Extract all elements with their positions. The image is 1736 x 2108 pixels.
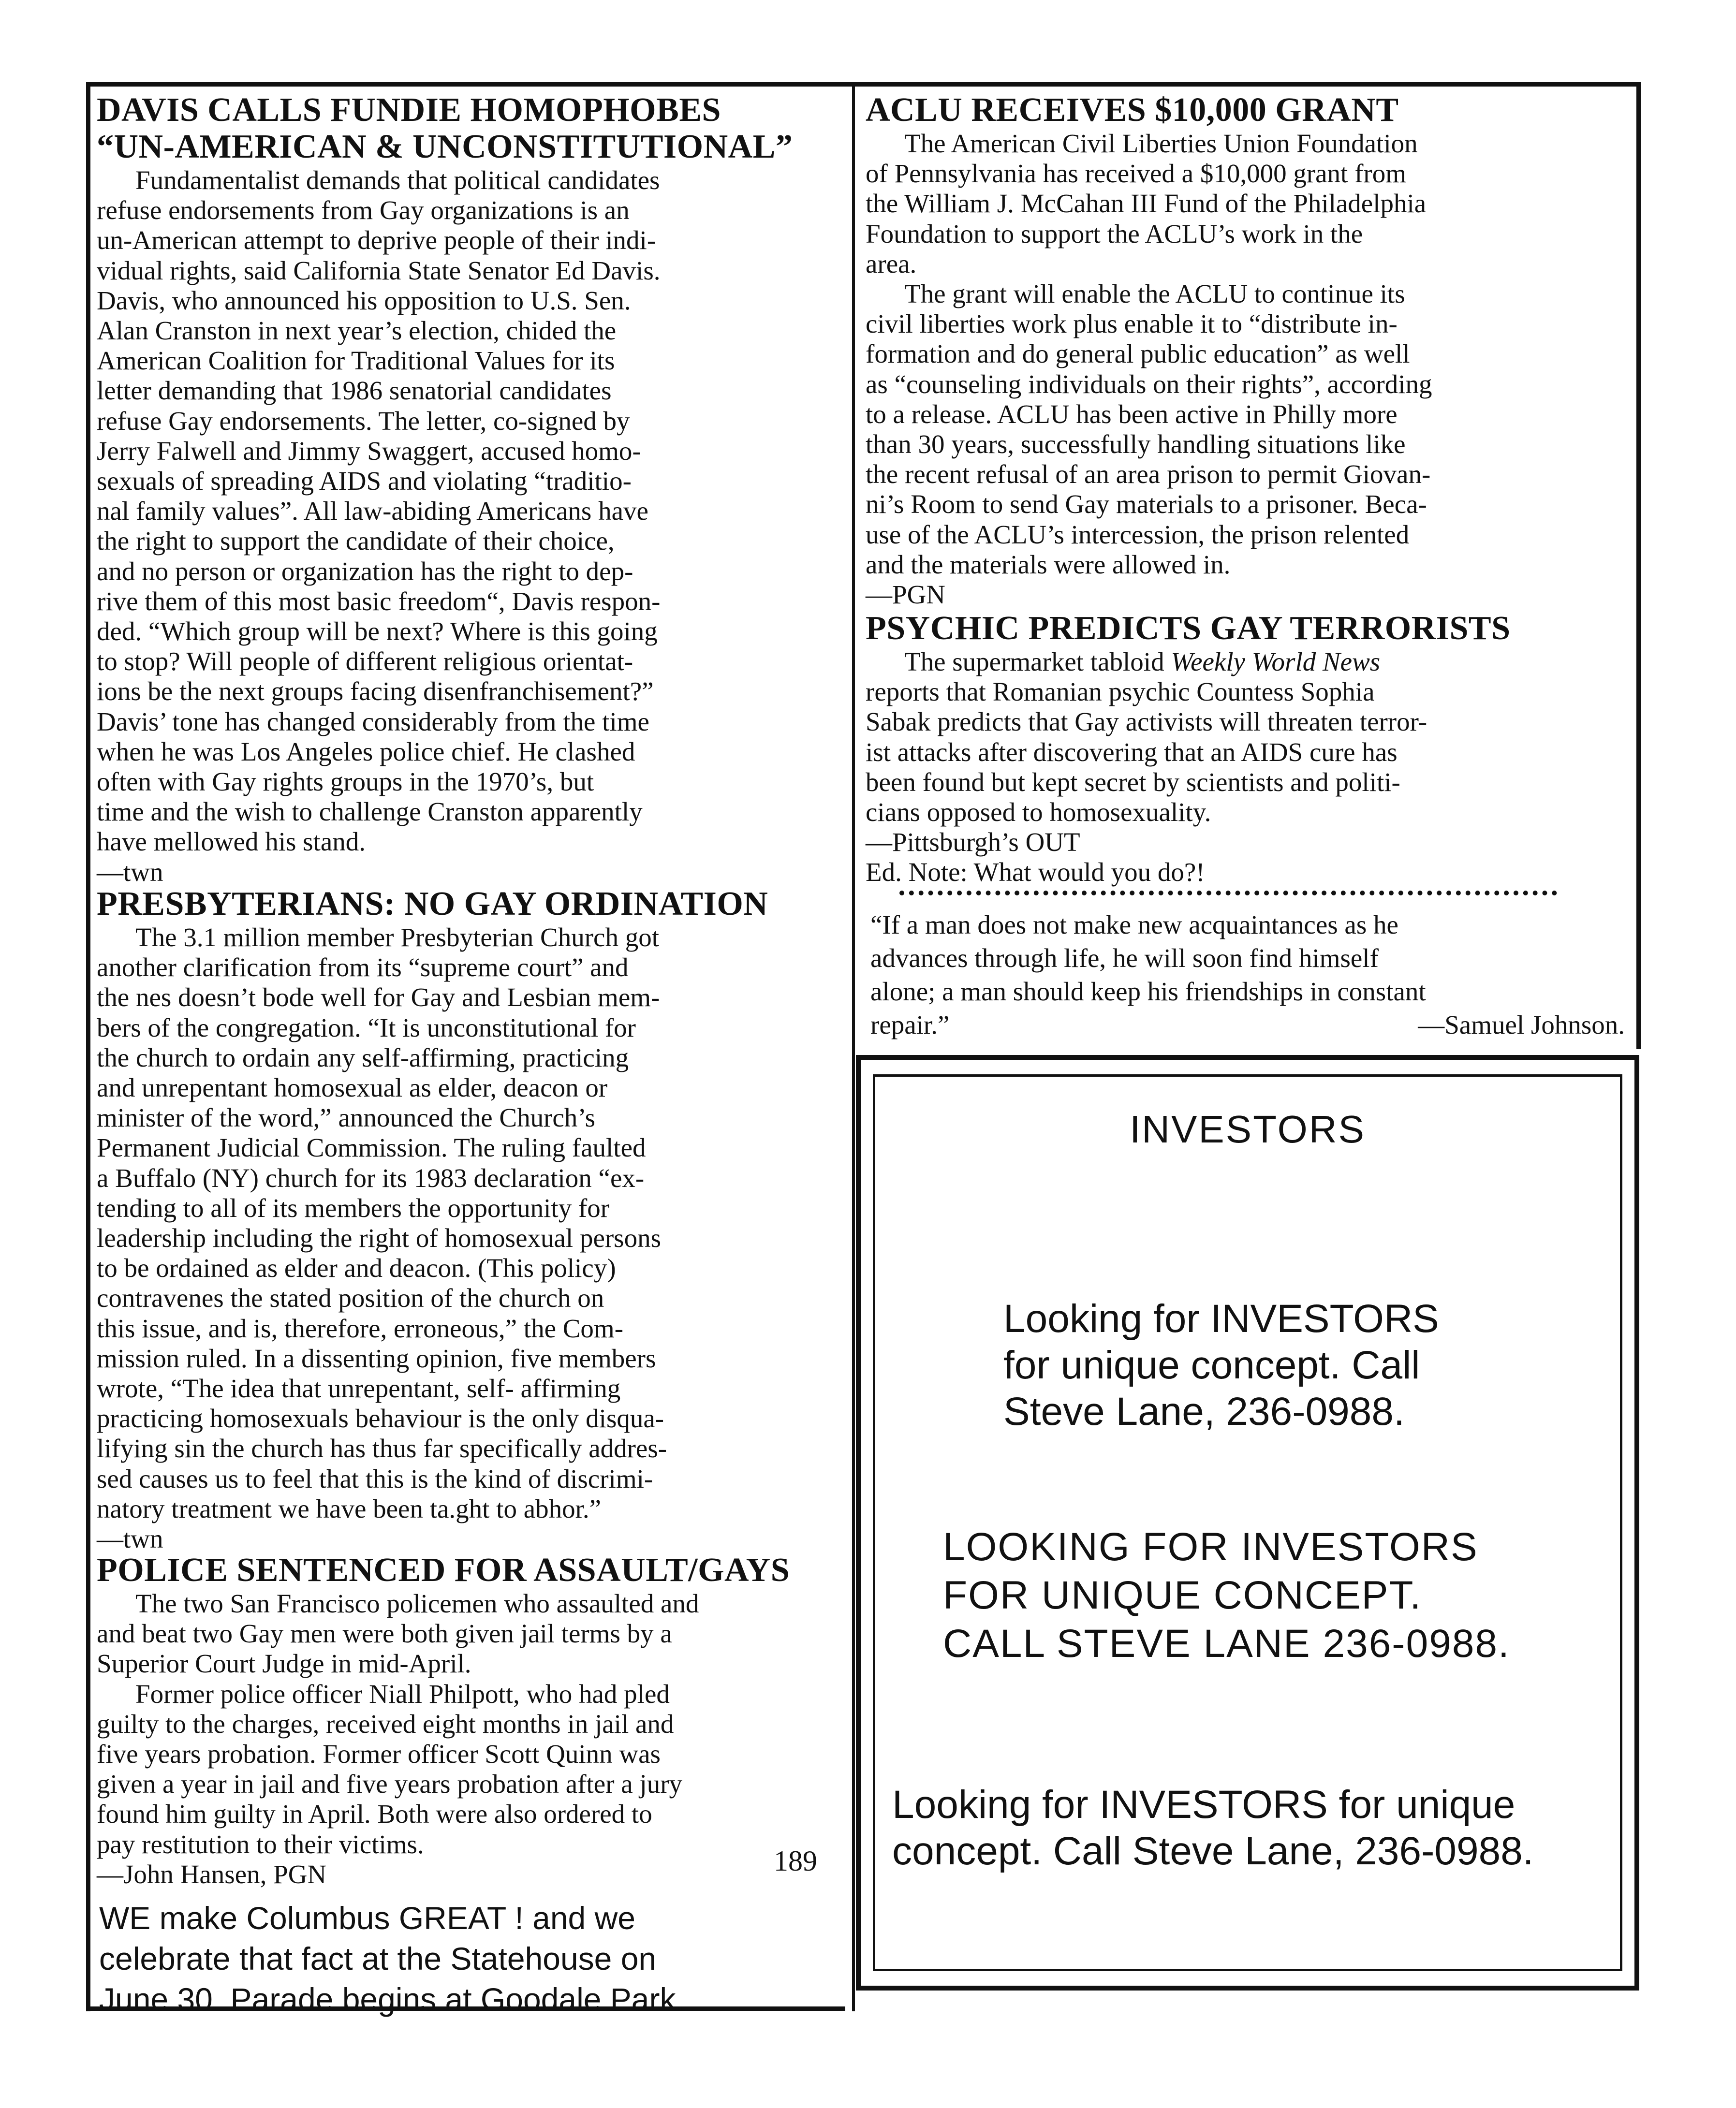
text-line: The American Civil Liberties Union Foundation [904, 129, 1418, 158]
text-line: found him guilty in April. Both were also ordered to [97, 1799, 652, 1829]
article-body [97, 922, 851, 1524]
text-line: FOR UNIQUE CONCEPT. [943, 1573, 1422, 1617]
article-davis [97, 92, 851, 887]
announcement-text [99, 1898, 685, 2020]
text-line: tending to all of its members the opportunity for [97, 1193, 610, 1223]
text-line: and beat two Gay men were both given jail terms by a [97, 1619, 672, 1649]
article-first-line [866, 647, 1634, 677]
text-line: Permanent Judicial Commission. The ruling faulted [97, 1133, 646, 1163]
text-line: The grant will enable the ACLU to continue its [904, 279, 1405, 309]
page-number: 189 [774, 1845, 817, 1877]
text-line: use of the ACLU’s intercession, the prison relented [866, 519, 1410, 549]
signoff: —John Hansen, PGN [97, 1859, 327, 1889]
text-line: time and the wish to challenge Cranston apparently [97, 797, 643, 827]
text-line: nal family values”. All law-abiding Americans have [97, 496, 648, 526]
text-line: ded. “Which group will be next? Where is this going [97, 616, 658, 646]
text-line: Davis’ tone has changed considerably from the time [97, 706, 649, 736]
text-line: June 30. Parade begins at Goodale Park. [99, 1981, 685, 2017]
text-line: American Coalition for Traditional Values for its [97, 346, 615, 376]
investors-ad-block-3 [892, 1782, 1534, 1874]
text-line: Foundation to support the ACLU’s work in the [866, 219, 1363, 249]
headline-line: ACLU RECEIVES $10,000 GRANT [866, 91, 1399, 129]
samuel-johnson-quote [870, 908, 1634, 1041]
text-line: refuse endorsements from Gay organizations is an [97, 195, 630, 225]
headline-line: PSYCHIC PREDICTS GAY TERRORISTS [866, 610, 1511, 647]
text-line: sed causes us to feel that this is the kind of discrimi- [97, 1464, 653, 1493]
text-line: refuse Gay endorsements. The letter, co-signed by [97, 406, 630, 436]
text-line: the nes doesn’t bode well for Gay and Lesbian mem- [97, 982, 660, 1012]
article-presbyterians [97, 886, 851, 1554]
headline-line: PRESBYTERIANS: NO GAY ORDINATION [97, 885, 768, 922]
text-line: The two San Francisco policemen who assaulted and [135, 1589, 699, 1618]
left-column-border-left [86, 82, 90, 2011]
headline [866, 610, 1634, 647]
text-line: repair.” [870, 1010, 950, 1039]
text-line: formation and do general public education” as well [866, 339, 1410, 369]
text-line: to be ordained as elder and deacon. (This policy) [97, 1253, 616, 1283]
text-line: than 30 years, successfully handling situations like [866, 429, 1406, 459]
ad-text [943, 1523, 1510, 1668]
investors-ad-block-1 [1003, 1296, 1439, 1435]
text-line: ist attacks after discovering that an AIDS cure has [866, 737, 1398, 767]
text-line: alone; a man should keep his friendships in constant [870, 977, 1426, 1006]
text-line: Jerry Falwell and Jimmy Swaggert, accused homo- [97, 436, 641, 466]
text-line: for unique concept. Call [1003, 1343, 1420, 1387]
text-line: un-American attempt to deprive people of their indi- [97, 225, 656, 255]
article-aclu [866, 92, 1634, 610]
article-psychic [866, 610, 1634, 887]
headline [97, 92, 851, 165]
article-body [97, 1589, 851, 1859]
editor-note: Ed. Note: What would you do?! [866, 857, 1205, 887]
ad-text [1003, 1296, 1439, 1435]
text-line: often with Gay rights groups in the 1970’s, but [97, 767, 594, 797]
text-line: a Buffalo (NY) church for its 1983 declaration “ex- [97, 1163, 645, 1193]
text-line: pay restitution to their victims. [97, 1829, 424, 1859]
text-line: practicing homosexuals behaviour is the only disqua- [97, 1404, 664, 1434]
text-line: have mellowed his stand. [97, 827, 366, 857]
dotted-divider [899, 891, 1557, 895]
text-line: LOOKING FOR INVESTORS [943, 1525, 1478, 1569]
article-body [866, 129, 1634, 580]
text-line: minister of the word,” announced the Church’s [97, 1103, 595, 1133]
column-divider [852, 82, 855, 2011]
text-line: Fundamentalist demands that political candidates [135, 165, 660, 195]
text-line: advances through life, he will soon find himself [870, 943, 1379, 973]
text-line: cians opposed to homosexuality. [866, 797, 1211, 827]
headline-line: DAVIS CALLS FUNDIE HOMOPHOBES [97, 91, 721, 129]
text-line: concept. Call Steve Lane, 236-0988. [892, 1829, 1534, 1873]
text-line: The 3.1 million member Presbyterian Church got [135, 922, 659, 952]
text-line: the recent refusal of an area prison to permit Giovan- [866, 459, 1431, 489]
investors-ad-title: INVESTORS [1130, 1108, 1366, 1151]
text-line: the right to support the candidate of their choice, [97, 526, 615, 556]
text-line: this issue, and is, therefore, erroneous,” the Com- [97, 1313, 624, 1343]
text-line: ni’s Room to send Gay materials to a prisoner. Beca- [866, 489, 1427, 519]
text-line: bers of the congregation. “It is unconstitutional for [97, 1012, 636, 1042]
text-line: Davis, who announced his opposition to U.S. Sen. [97, 285, 631, 315]
quote-attribution: —Samuel Johnson. [1418, 1010, 1625, 1039]
text-line: to stop? Will people of different religious orientat- [97, 646, 633, 676]
text-line: Looking for INVESTORS for unique [892, 1783, 1515, 1827]
text-line: mission ruled. In a dissenting opinion, five members [97, 1343, 656, 1373]
text-line: Alan Cranston in next year’s election, chided the [97, 316, 617, 346]
text-line: letter demanding that 1986 senatorial candidates [97, 376, 612, 406]
text-line: CALL STEVE LANE 236-0988. [943, 1622, 1510, 1666]
text-line: civil liberties work plus enable it to “distribute in- [866, 309, 1398, 339]
publication-name: Weekly World News [1171, 647, 1381, 676]
text-line: Steve Lane, 236-0988. [1003, 1390, 1405, 1434]
text-line: WE make Columbus GREAT ! and we [99, 1900, 635, 1936]
text-line: ions be the next groups facing disenfranchisement?” [97, 676, 654, 706]
text-line: given a year in jail and five years probation after a jury [97, 1769, 683, 1799]
signoff: —twn [97, 1524, 163, 1554]
text-line: wrote, “The idea that unrepentant, self- affirming [97, 1374, 621, 1404]
text-line: to a release. ACLU has been active in Philly more [866, 399, 1398, 429]
text-line: vidual rights, said California State Senator Ed Davis. [97, 255, 661, 285]
text-line: the church to ordain any self-affirming, practicing [97, 1042, 629, 1072]
article-body [97, 165, 851, 857]
text-line: Sabak predicts that Gay activists will threaten terror- [866, 707, 1427, 737]
text-line: as “counseling individuals on their rights”, according [866, 369, 1432, 399]
top-border [86, 82, 1641, 87]
text-line: guilty to the charges, received eight months in jail and [97, 1709, 674, 1739]
text-line: Superior Court Judge in mid-April. [97, 1649, 471, 1679]
text-line: sexuals of spreading AIDS and violating “traditio- [97, 466, 632, 496]
investors-ad-block-2 [943, 1523, 1510, 1668]
columbus-announcement [99, 1898, 685, 2020]
headline-line: “UN-AMERICAN & UNCONSTITUTIONAL” [97, 128, 793, 165]
headline-line: POLICE SENTENCED FOR ASSAULT/GAYS [97, 1552, 790, 1589]
text-line: another clarification from its “supreme court” and [97, 952, 629, 982]
text-line: when he was Los Angeles police chief. He clashed [97, 736, 635, 766]
text-line: reports that Romanian psychic Countess Sophia [866, 677, 1375, 707]
right-box-border-right [1636, 82, 1641, 1049]
article-police [97, 1552, 851, 1889]
text-line: rive them of this most basic freedom“, Davis respon- [97, 586, 661, 616]
signoff: —twn [97, 857, 163, 887]
headline [866, 92, 1634, 129]
text-line: contravenes the stated position of the church on [97, 1283, 604, 1313]
text-line: and the materials were allowed in. [866, 549, 1231, 579]
text-line: and unrepentant homosexual as elder, deacon or [97, 1073, 608, 1103]
text-line: Former police officer Niall Philpott, who had pled [135, 1679, 670, 1709]
text-line: celebrate that fact at the Statehouse on [99, 1941, 657, 1976]
text-line: Looking for INVESTORS [1003, 1297, 1439, 1341]
text-line: of Pennsylvania has received a $10,000 grant from [866, 159, 1406, 189]
headline [97, 1552, 851, 1589]
text-line: “If a man does not make new acquaintances as he [870, 910, 1398, 939]
text-line: area. [866, 249, 917, 278]
article-body [866, 677, 1634, 827]
text-line: five years probation. Former officer Scott Quinn was [97, 1739, 661, 1769]
signoff: —PGN [866, 580, 946, 610]
headline [97, 886, 851, 922]
text-line: the William J. McCahan III Fund of the Philadelphia [866, 189, 1427, 219]
signoff: —Pittsburgh’s OUT [866, 827, 1080, 857]
text: The supermarket tabloid [904, 647, 1171, 676]
text-line: been found but kept secret by scientists and politi- [866, 767, 1400, 797]
text-line: natory treatment we have been ta.ght to abhor.” [97, 1493, 602, 1523]
text-line: lifying sin the church has thus far specifically addres- [97, 1434, 667, 1464]
text-line: leadership including the right of homosexual persons [97, 1223, 661, 1253]
text-line: and no person or organization has the right to dep- [97, 556, 633, 586]
ad-text [892, 1782, 1534, 1874]
